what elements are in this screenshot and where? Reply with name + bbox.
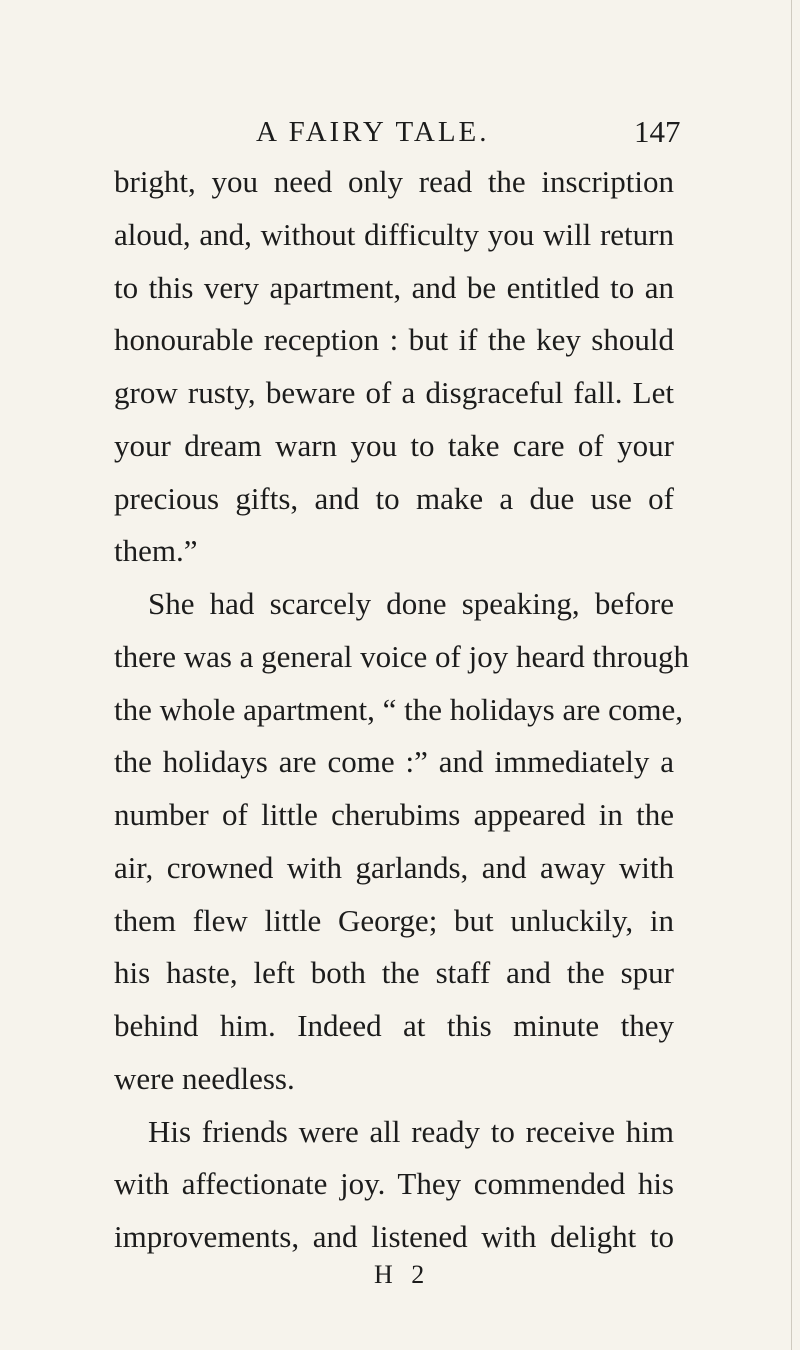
text-line: his haste, left both the staff and the spur: [114, 955, 674, 990]
signature-mark: H 2: [374, 1260, 431, 1289]
text-line: them flew little George; but unluckily, in: [114, 903, 674, 938]
text-line: improvements, and listened with delight to: [114, 1219, 674, 1254]
text-line: them.”: [114, 533, 198, 568]
text-line: the holidays are come :” and immediately a: [114, 744, 674, 779]
running-head: [0, 112, 800, 152]
page-edge: [791, 0, 792, 1350]
text-line: grow rusty, beware of a disgraceful fall. Let: [114, 375, 674, 410]
text-line: bright, you need only read the inscription: [114, 164, 674, 199]
text-line: precious gifts, and to make a due use of: [114, 481, 674, 516]
text-line: number of little cherubims appeared in the: [114, 797, 674, 832]
text-line: with affectionate joy. They commended his: [114, 1166, 674, 1201]
running-head-title: A FAIRY TALE.: [256, 116, 490, 148]
text-line: the whole apartment, “ the holidays are come,: [114, 692, 683, 727]
text-line: aloud, and, without difficulty you will return: [114, 217, 674, 252]
text-line: She had scarcely done speaking, before: [148, 586, 674, 621]
text-line: were needless.: [114, 1061, 295, 1096]
text-line: behind him. Indeed at this minute they: [114, 1008, 674, 1043]
text-line: there was a general voice of joy heard through: [114, 639, 689, 674]
text-line: your dream warn you to take care of your: [114, 428, 674, 463]
text-line: honourable reception : but if the key should: [114, 322, 674, 357]
text-line: His friends were all ready to receive him: [148, 1114, 674, 1149]
page-number: 147: [634, 114, 681, 149]
text-line: to this very apartment, and be entitled to an: [114, 270, 674, 305]
text-line: air, crowned with garlands, and away with: [114, 850, 674, 885]
